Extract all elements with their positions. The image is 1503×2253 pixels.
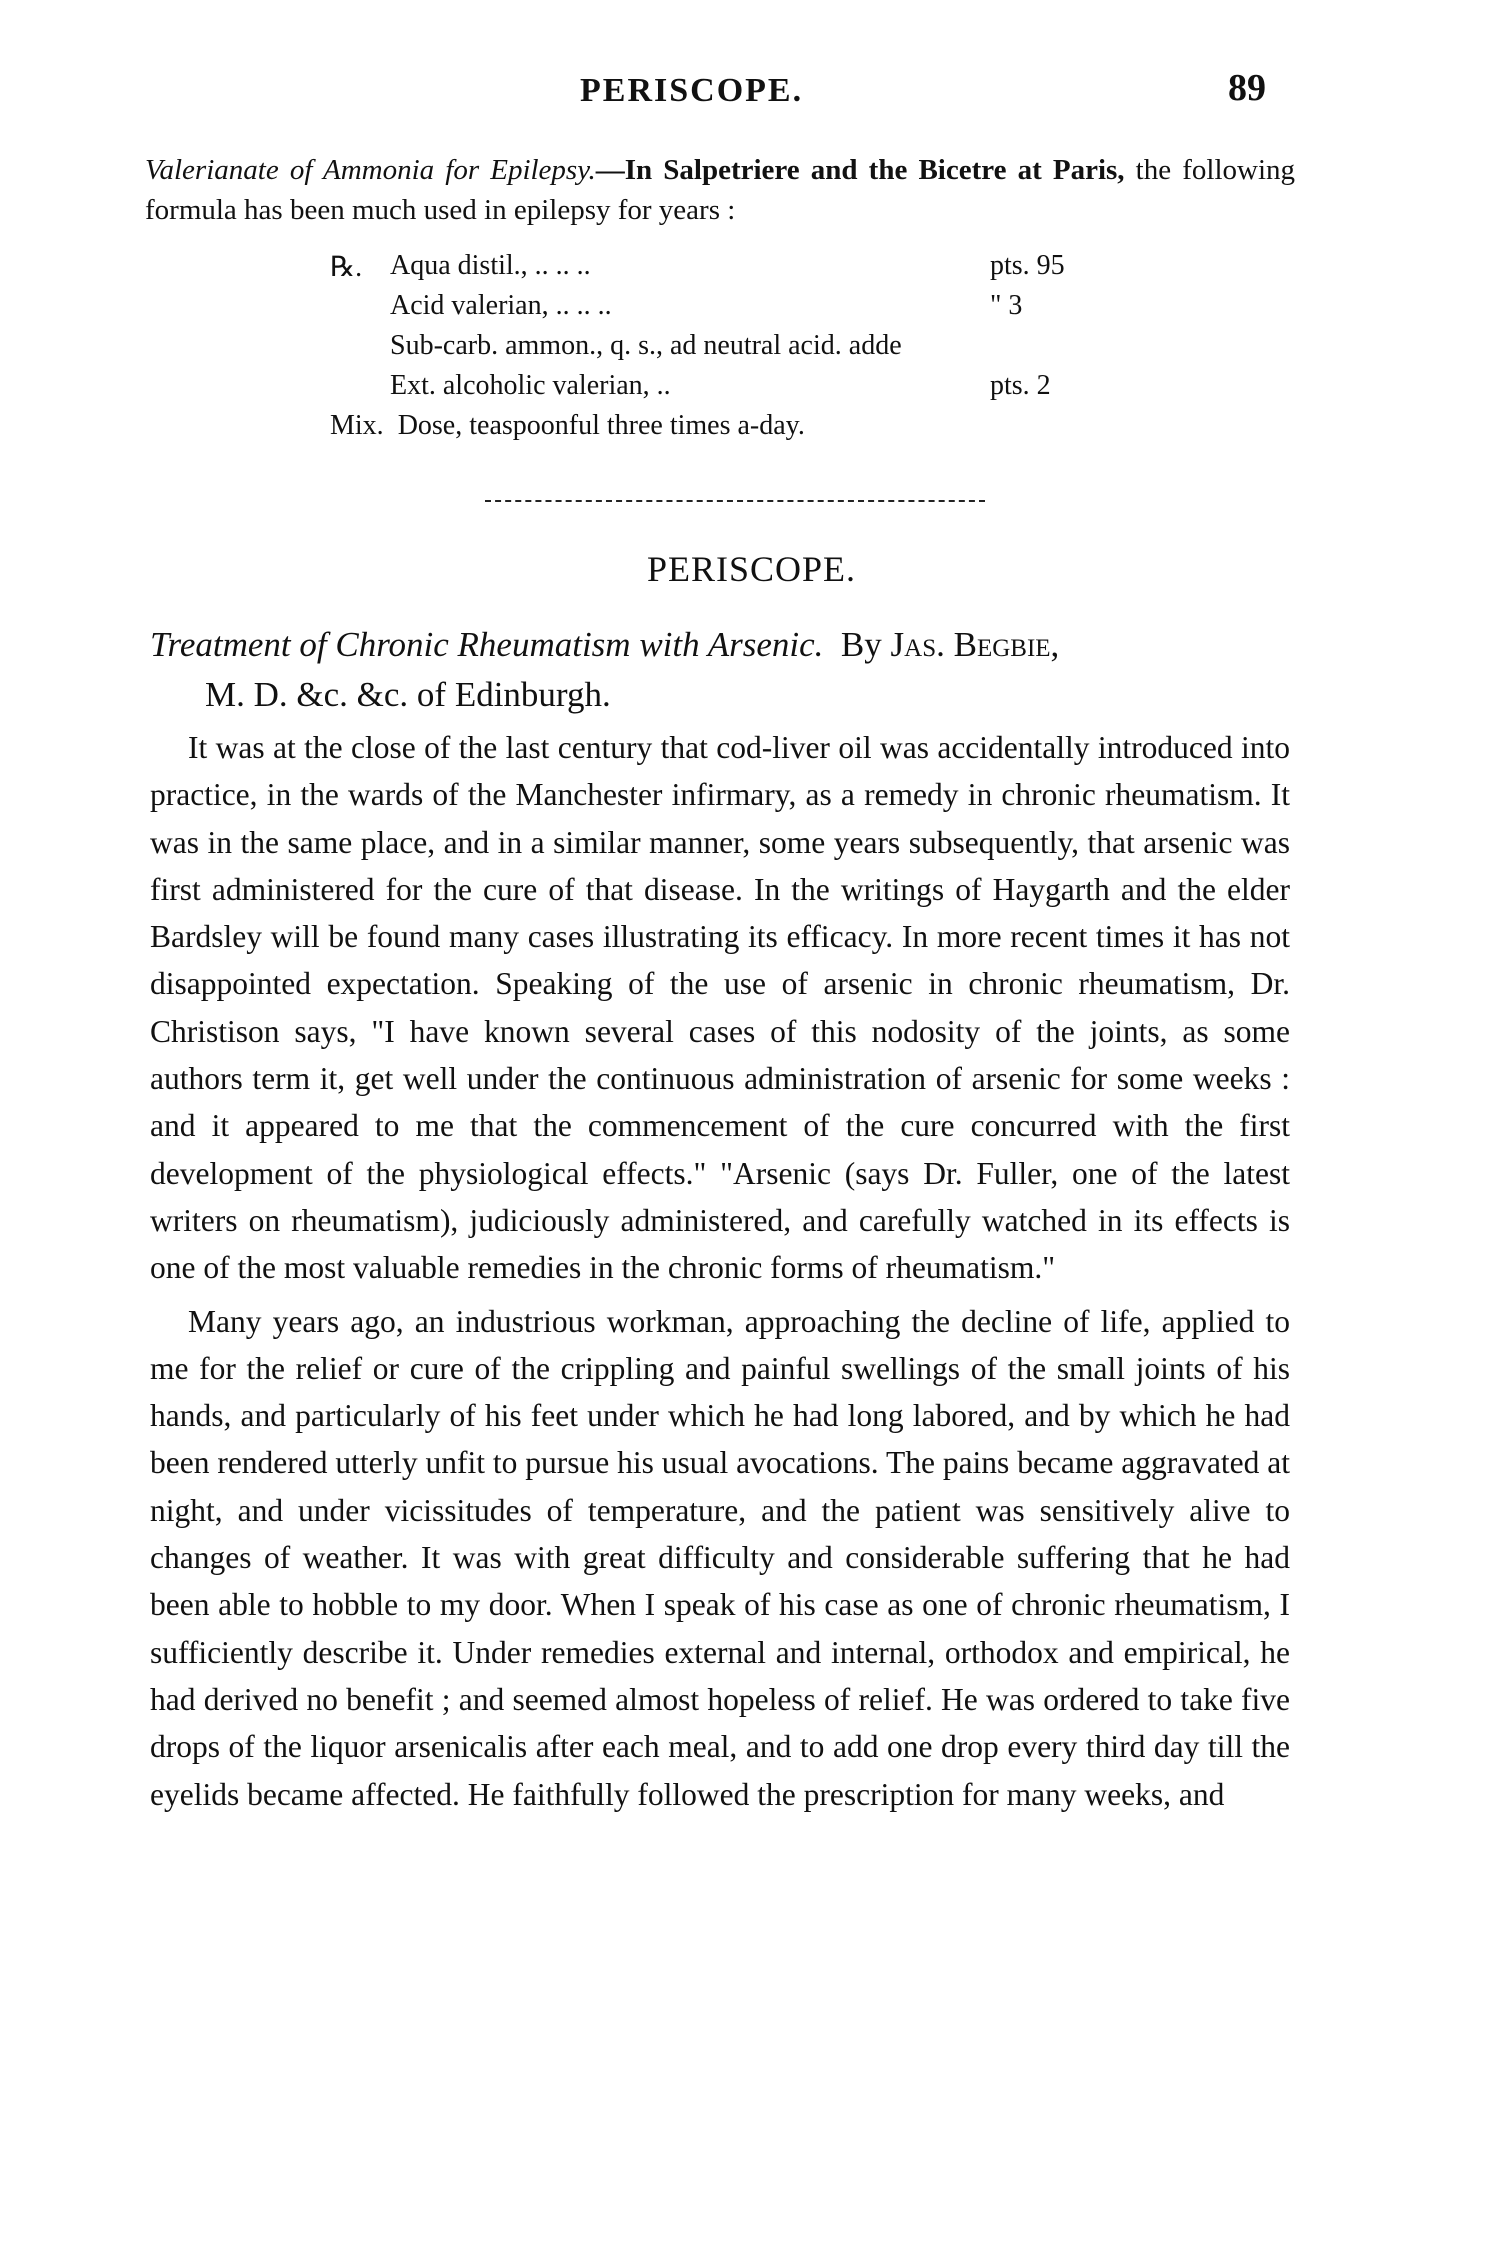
article-heading xyxy=(150,620,1290,720)
section-divider xyxy=(485,500,985,502)
mix-label: Mix. xyxy=(330,410,384,441)
formula-amount: pts. 2 xyxy=(990,370,1051,401)
formula-amount: " 3 xyxy=(990,290,1023,321)
formula-ingredient: Acid valerian, .. .. .. xyxy=(390,290,612,321)
recipe-symbol: ℞. xyxy=(330,252,363,283)
section-title: PERISCOPE. xyxy=(646,549,857,589)
author-affiliation: M. D. &c. &c. of Edinburgh. xyxy=(205,675,611,714)
article-body xyxy=(150,724,1290,1824)
running-head: PERISCOPE. xyxy=(580,72,804,109)
formula-ingredient: Sub-carb. ammon., q. s., ad neutral acid. adde xyxy=(390,330,902,361)
dose-text: Dose, teaspoonful three times a-day. xyxy=(397,410,805,441)
formula-ingredient: Ext. alcoholic valerian, .. xyxy=(390,370,671,401)
body-paragraph: It was at the close of the last century that cod-liver oil was accidentally introduced into practice, in the wards of the Manchester infirmary, as a remedy in chronic rheumatism. It was in the same place, and in a similar manner, some years subsequently, that arsenic was first administered for the cure of that disease. In the writings of Haygarth and the elder Bardsley will be found many cases illustrating its efficacy. In more recent times it has not disappointed expectation. Speaking of the use of arsenic in chronic rheumatism, Dr. Christison says, "I have known several cases of this nodosity of the joints, as some authors term it, get well under the continuous administration of arsenic for some weeks : and it appeared to me that the commencement of the cure concurred with the first development of the physiological effects." "Arsenic (says Dr. Fuller, one of the latest writers on rheumatism), judiciously administered, and carefully watched in its effects is one of the most valuable remedies in the chronic forms of rheumatism." xyxy=(150,730,1290,1286)
valerianate-text: the following formula has been much used in epilepsy for years : xyxy=(145,154,1295,226)
valerianate-title: Valerianate of Ammonia for Epilepsy. xyxy=(145,154,596,186)
article-author: Jas. Begbie, xyxy=(890,625,1060,664)
valerianate-note xyxy=(145,150,1295,230)
body-paragraph: Many years ago, an industrious workman, approaching the decline of life, applied to me for the relief or cure of the crippling and painful swellings of the small joints of his hands, and particularly of his feet under which he had long labored, and by which he had been rendered utterly unfit to pursue his usual avocations. The pains became aggravated at night, and under vicissitudes of temperature, and the patient was sensitively alive to changes of weather. It was with great difficulty and considerable suffering that he had been able to hobble to my door. When I speak of his case as one of chronic rheumatism, I sufficiently describe it. Under remedies external and internal, orthodox and empirical, he had derived no benefit ; and seemed almost hopeless of relief. He was ordered to take five drops of the liquor arsenicalis after each meal, and to add one drop every third day till the eyelids became affected. He faithfully followed the prescription for many weeks, and xyxy=(150,1303,1291,1812)
formula-dose xyxy=(330,410,805,442)
page-number: 89 xyxy=(1228,67,1266,109)
formula-ingredient: Aqua distil., .. .. .. xyxy=(390,250,591,281)
article-by: By xyxy=(840,625,882,664)
article-title: Treatment of Chronic Rheumatism with Arsenic. xyxy=(150,625,824,664)
formula-amount: pts. 95 xyxy=(990,250,1065,281)
valerianate-lead: —In Salpetriere and the Bicetre at Paris, xyxy=(595,154,1125,186)
